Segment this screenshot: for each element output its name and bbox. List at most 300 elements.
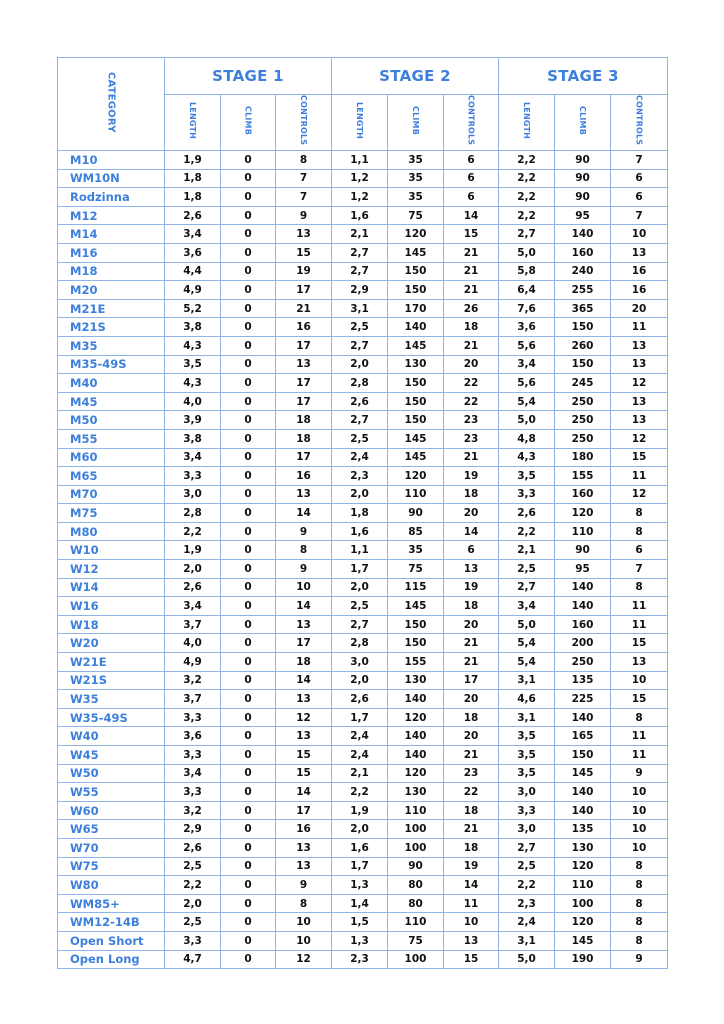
value-cell: 5,6 (499, 374, 555, 393)
table-row (58, 188, 668, 207)
value-cell: 140 (555, 578, 611, 597)
value-cell: 12 (611, 429, 668, 448)
value-cell: 18 (444, 485, 499, 504)
value-cell: 5,8 (499, 262, 555, 281)
value-cell: 3,1 (332, 299, 388, 318)
value-cell: 3,6 (165, 727, 221, 746)
value-cell: 4,0 (165, 392, 221, 411)
category-cell: W35 (58, 690, 165, 709)
value-cell: 11 (611, 615, 668, 634)
table-row (58, 838, 668, 857)
table-row (58, 206, 668, 225)
value-cell: 0 (221, 783, 276, 802)
value-cell: 8 (276, 151, 332, 170)
value-cell: 145 (388, 448, 444, 467)
value-cell: 21 (444, 243, 499, 262)
value-cell: 250 (555, 653, 611, 672)
value-cell: 15 (276, 764, 332, 783)
value-cell: 120 (555, 913, 611, 932)
value-cell: 3,0 (499, 783, 555, 802)
value-cell: 2,2 (332, 783, 388, 802)
table-row (58, 262, 668, 281)
value-cell: 13 (611, 243, 668, 262)
value-cell: 3,5 (499, 467, 555, 486)
value-cell: 0 (221, 931, 276, 950)
length-label: LENGTH (188, 101, 197, 140)
value-cell: 0 (221, 225, 276, 244)
category-cell: WM10N (58, 169, 165, 188)
table-row (58, 392, 668, 411)
value-cell: 13 (276, 355, 332, 374)
value-cell: 180 (555, 448, 611, 467)
value-cell: 0 (221, 541, 276, 560)
table-row (58, 913, 668, 932)
table-body (58, 151, 668, 969)
value-cell: 140 (555, 783, 611, 802)
value-cell: 9 (611, 950, 668, 969)
category-cell: M60 (58, 448, 165, 467)
value-cell: 90 (555, 541, 611, 560)
value-cell: 17 (276, 448, 332, 467)
value-cell: 2,2 (165, 522, 221, 541)
value-cell: 8 (611, 708, 668, 727)
value-cell: 17 (276, 281, 332, 300)
category-cell: Rodzinna (58, 188, 165, 207)
table-row (58, 578, 668, 597)
category-cell: W12 (58, 560, 165, 579)
value-cell: 2,7 (499, 838, 555, 857)
value-cell: 2,5 (165, 913, 221, 932)
table-row (58, 299, 668, 318)
value-cell: 4,9 (165, 281, 221, 300)
value-cell: 18 (276, 411, 332, 430)
table-row (58, 820, 668, 839)
value-cell: 0 (221, 764, 276, 783)
value-cell: 2,2 (499, 151, 555, 170)
value-cell: 18 (444, 597, 499, 616)
value-cell: 250 (555, 411, 611, 430)
value-cell: 2,9 (165, 820, 221, 839)
category-cell: W80 (58, 876, 165, 895)
table-row (58, 243, 668, 262)
value-cell: 7 (276, 188, 332, 207)
category-cell: W16 (58, 597, 165, 616)
stage-1-length-header (165, 95, 221, 151)
table-row (58, 690, 668, 709)
table-row (58, 485, 668, 504)
value-cell: 5,0 (499, 243, 555, 262)
value-cell: 120 (388, 764, 444, 783)
value-cell: 2,7 (332, 243, 388, 262)
value-cell: 0 (221, 746, 276, 765)
value-cell: 1,4 (332, 894, 388, 913)
category-cell: Open Short (58, 931, 165, 950)
value-cell: 255 (555, 281, 611, 300)
value-cell: 160 (555, 485, 611, 504)
table-row (58, 746, 668, 765)
table-row (58, 355, 668, 374)
value-cell: 13 (611, 411, 668, 430)
value-cell: 0 (221, 597, 276, 616)
value-cell: 10 (444, 913, 499, 932)
value-cell: 0 (221, 336, 276, 355)
value-cell: 2,0 (332, 578, 388, 597)
value-cell: 3,2 (165, 671, 221, 690)
table-row (58, 448, 668, 467)
table-row (58, 727, 668, 746)
value-cell: 0 (221, 876, 276, 895)
value-cell: 2,7 (332, 411, 388, 430)
value-cell: 2,7 (499, 578, 555, 597)
value-cell: 75 (388, 206, 444, 225)
value-cell: 145 (555, 764, 611, 783)
value-cell: 14 (276, 783, 332, 802)
value-cell: 150 (555, 746, 611, 765)
value-cell: 11 (444, 894, 499, 913)
value-cell: 3,3 (499, 801, 555, 820)
table-row (58, 374, 668, 393)
category-cell: W35-49S (58, 708, 165, 727)
value-cell: 13 (276, 838, 332, 857)
value-cell: 21 (444, 746, 499, 765)
value-cell: 15 (276, 746, 332, 765)
value-cell: 0 (221, 411, 276, 430)
stage-3-length-header (499, 95, 555, 151)
value-cell: 1,7 (332, 857, 388, 876)
value-cell: 2,0 (165, 894, 221, 913)
value-cell: 13 (611, 653, 668, 672)
value-cell: 2,2 (499, 206, 555, 225)
value-cell: 3,4 (165, 225, 221, 244)
value-cell: 150 (388, 392, 444, 411)
value-cell: 1,5 (332, 913, 388, 932)
value-cell: 155 (555, 467, 611, 486)
value-cell: 0 (221, 727, 276, 746)
value-cell: 6 (444, 188, 499, 207)
value-cell: 120 (555, 857, 611, 876)
category-cell: M10 (58, 151, 165, 170)
value-cell: 3,3 (165, 708, 221, 727)
category-cell: M70 (58, 485, 165, 504)
value-cell: 2,1 (332, 225, 388, 244)
value-cell: 21 (444, 653, 499, 672)
value-cell: 2,0 (165, 560, 221, 579)
value-cell: 3,9 (165, 411, 221, 430)
value-cell: 365 (555, 299, 611, 318)
value-cell: 2,5 (332, 318, 388, 337)
value-cell: 2,5 (332, 597, 388, 616)
category-cell: WM85+ (58, 894, 165, 913)
value-cell: 90 (555, 169, 611, 188)
table-row (58, 950, 668, 969)
value-cell: 13 (276, 225, 332, 244)
table-row (58, 225, 668, 244)
value-cell: 19 (444, 578, 499, 597)
controls-label: CONTROLS (634, 95, 644, 146)
value-cell: 3,7 (165, 615, 221, 634)
value-cell: 13 (276, 727, 332, 746)
value-cell: 2,9 (332, 281, 388, 300)
value-cell: 13 (276, 690, 332, 709)
table-row (58, 783, 668, 802)
value-cell: 35 (388, 169, 444, 188)
value-cell: 170 (388, 299, 444, 318)
category-cell: M50 (58, 411, 165, 430)
category-header-label: CATEGORY (105, 71, 117, 133)
category-cell: M16 (58, 243, 165, 262)
value-cell: 13 (276, 857, 332, 876)
value-cell: 6 (444, 151, 499, 170)
category-cell: W75 (58, 857, 165, 876)
stage-3-controls-header (611, 95, 668, 151)
stage-2-climb-header (388, 95, 444, 151)
value-cell: 13 (444, 931, 499, 950)
value-cell: 18 (276, 429, 332, 448)
value-cell: 2,5 (499, 857, 555, 876)
climb-label: CLIMB (243, 105, 253, 135)
value-cell: 2,4 (499, 913, 555, 932)
value-cell: 0 (221, 169, 276, 188)
category-cell: W18 (58, 615, 165, 634)
value-cell: 3,4 (165, 764, 221, 783)
value-cell: 110 (388, 485, 444, 504)
value-cell: 6,4 (499, 281, 555, 300)
value-cell: 2,5 (499, 560, 555, 579)
value-cell: 23 (444, 429, 499, 448)
table-row (58, 876, 668, 895)
value-cell: 3,3 (165, 931, 221, 950)
value-cell: 160 (555, 243, 611, 262)
value-cell: 1,9 (332, 801, 388, 820)
value-cell: 140 (555, 801, 611, 820)
value-cell: 21 (444, 448, 499, 467)
stage-1-header: STAGE 1 (165, 58, 332, 95)
value-cell: 2,2 (499, 876, 555, 895)
value-cell: 2,6 (165, 578, 221, 597)
value-cell: 14 (444, 876, 499, 895)
category-cell: M20 (58, 281, 165, 300)
value-cell: 150 (388, 634, 444, 653)
category-cell: W65 (58, 820, 165, 839)
value-cell: 17 (276, 801, 332, 820)
value-cell: 16 (611, 262, 668, 281)
value-cell: 6 (444, 169, 499, 188)
value-cell: 6 (611, 188, 668, 207)
value-cell: 13 (444, 560, 499, 579)
value-cell: 100 (555, 894, 611, 913)
value-cell: 7 (611, 151, 668, 170)
value-cell: 3,1 (499, 671, 555, 690)
value-cell: 3,4 (499, 597, 555, 616)
table-row (58, 894, 668, 913)
table-row (58, 522, 668, 541)
value-cell: 9 (276, 876, 332, 895)
value-cell: 4,0 (165, 634, 221, 653)
category-cell: WM12-14B (58, 913, 165, 932)
value-cell: 6 (444, 541, 499, 560)
category-cell: M55 (58, 429, 165, 448)
value-cell: 17 (276, 374, 332, 393)
value-cell: 17 (444, 671, 499, 690)
value-cell: 20 (444, 504, 499, 523)
table-row (58, 857, 668, 876)
value-cell: 0 (221, 355, 276, 374)
climb-label: CLIMB (578, 105, 588, 135)
value-cell: 2,6 (332, 392, 388, 411)
value-cell: 18 (444, 318, 499, 337)
value-cell: 10 (611, 225, 668, 244)
value-cell: 2,2 (499, 522, 555, 541)
value-cell: 12 (276, 950, 332, 969)
table-row (58, 931, 668, 950)
table-row (58, 336, 668, 355)
value-cell: 10 (276, 578, 332, 597)
value-cell: 0 (221, 838, 276, 857)
value-cell: 18 (444, 838, 499, 857)
value-cell: 0 (221, 820, 276, 839)
value-cell: 4,9 (165, 653, 221, 672)
value-cell: 145 (388, 336, 444, 355)
value-cell: 8 (611, 894, 668, 913)
value-cell: 26 (444, 299, 499, 318)
value-cell: 0 (221, 206, 276, 225)
value-cell: 10 (611, 838, 668, 857)
value-cell: 0 (221, 448, 276, 467)
value-cell: 7,6 (499, 299, 555, 318)
value-cell: 2,4 (332, 727, 388, 746)
value-cell: 1,2 (332, 169, 388, 188)
category-cell: W45 (58, 746, 165, 765)
value-cell: 21 (444, 281, 499, 300)
value-cell: 11 (611, 467, 668, 486)
value-cell: 20 (444, 727, 499, 746)
table-row (58, 318, 668, 337)
value-cell: 4,3 (165, 374, 221, 393)
value-cell: 23 (444, 411, 499, 430)
value-cell: 1,2 (332, 188, 388, 207)
value-cell: 21 (444, 820, 499, 839)
value-cell: 250 (555, 392, 611, 411)
value-cell: 4,6 (499, 690, 555, 709)
value-cell: 150 (388, 615, 444, 634)
value-cell: 150 (555, 355, 611, 374)
value-cell: 12 (611, 485, 668, 504)
value-cell: 0 (221, 857, 276, 876)
category-cell: M35 (58, 336, 165, 355)
value-cell: 9 (611, 764, 668, 783)
value-cell: 130 (555, 838, 611, 857)
table-row (58, 411, 668, 430)
table-row (58, 634, 668, 653)
category-cell: W60 (58, 801, 165, 820)
value-cell: 2,6 (332, 690, 388, 709)
value-cell: 1,8 (332, 504, 388, 523)
value-cell: 10 (611, 783, 668, 802)
value-cell: 3,1 (499, 931, 555, 950)
value-cell: 0 (221, 188, 276, 207)
table-header (58, 58, 668, 151)
value-cell: 23 (444, 764, 499, 783)
value-cell: 12 (276, 708, 332, 727)
value-cell: 3,1 (499, 708, 555, 727)
value-cell: 160 (555, 615, 611, 634)
value-cell: 22 (444, 392, 499, 411)
value-cell: 20 (444, 690, 499, 709)
value-cell: 150 (388, 262, 444, 281)
value-cell: 145 (388, 243, 444, 262)
category-cell: M35-49S (58, 355, 165, 374)
value-cell: 1,1 (332, 151, 388, 170)
value-cell: 95 (555, 560, 611, 579)
value-cell: 80 (388, 876, 444, 895)
value-cell: 120 (555, 504, 611, 523)
value-cell: 22 (444, 374, 499, 393)
value-cell: 0 (221, 671, 276, 690)
value-cell: 18 (444, 801, 499, 820)
value-cell: 75 (388, 931, 444, 950)
value-cell: 0 (221, 950, 276, 969)
value-cell: 1,6 (332, 522, 388, 541)
value-cell: 100 (388, 820, 444, 839)
value-cell: 0 (221, 243, 276, 262)
table-row (58, 169, 668, 188)
value-cell: 8 (611, 876, 668, 895)
value-cell: 16 (276, 318, 332, 337)
category-cell: W21S (58, 671, 165, 690)
category-cell: W21E (58, 653, 165, 672)
value-cell: 20 (611, 299, 668, 318)
value-cell: 2,2 (165, 876, 221, 895)
value-cell: 3,3 (165, 467, 221, 486)
value-cell: 5,4 (499, 392, 555, 411)
value-cell: 19 (276, 262, 332, 281)
value-cell: 2,0 (332, 671, 388, 690)
value-cell: 190 (555, 950, 611, 969)
category-cell: W40 (58, 727, 165, 746)
value-cell: 35 (388, 151, 444, 170)
value-cell: 9 (276, 560, 332, 579)
value-cell: 13 (611, 355, 668, 374)
value-cell: 5,0 (499, 411, 555, 430)
value-cell: 0 (221, 467, 276, 486)
value-cell: 0 (221, 281, 276, 300)
value-cell: 13 (276, 485, 332, 504)
value-cell: 11 (611, 727, 668, 746)
value-cell: 2,0 (332, 820, 388, 839)
value-cell: 8 (611, 913, 668, 932)
stage-1-climb-header (221, 95, 276, 151)
value-cell: 1,3 (332, 931, 388, 950)
value-cell: 8 (611, 931, 668, 950)
value-cell: 21 (276, 299, 332, 318)
value-cell: 0 (221, 262, 276, 281)
table-row (58, 504, 668, 523)
value-cell: 14 (276, 597, 332, 616)
value-cell: 150 (388, 374, 444, 393)
value-cell: 120 (388, 708, 444, 727)
controls-label: CONTROLS (299, 95, 308, 146)
value-cell: 1,7 (332, 708, 388, 727)
value-cell: 2,6 (165, 206, 221, 225)
value-cell: 5,6 (499, 336, 555, 355)
value-cell: 3,5 (499, 764, 555, 783)
value-cell: 15 (444, 950, 499, 969)
value-cell: 1,8 (165, 169, 221, 188)
value-cell: 22 (444, 783, 499, 802)
value-cell: 0 (221, 653, 276, 672)
value-cell: 110 (388, 801, 444, 820)
value-cell: 90 (555, 188, 611, 207)
